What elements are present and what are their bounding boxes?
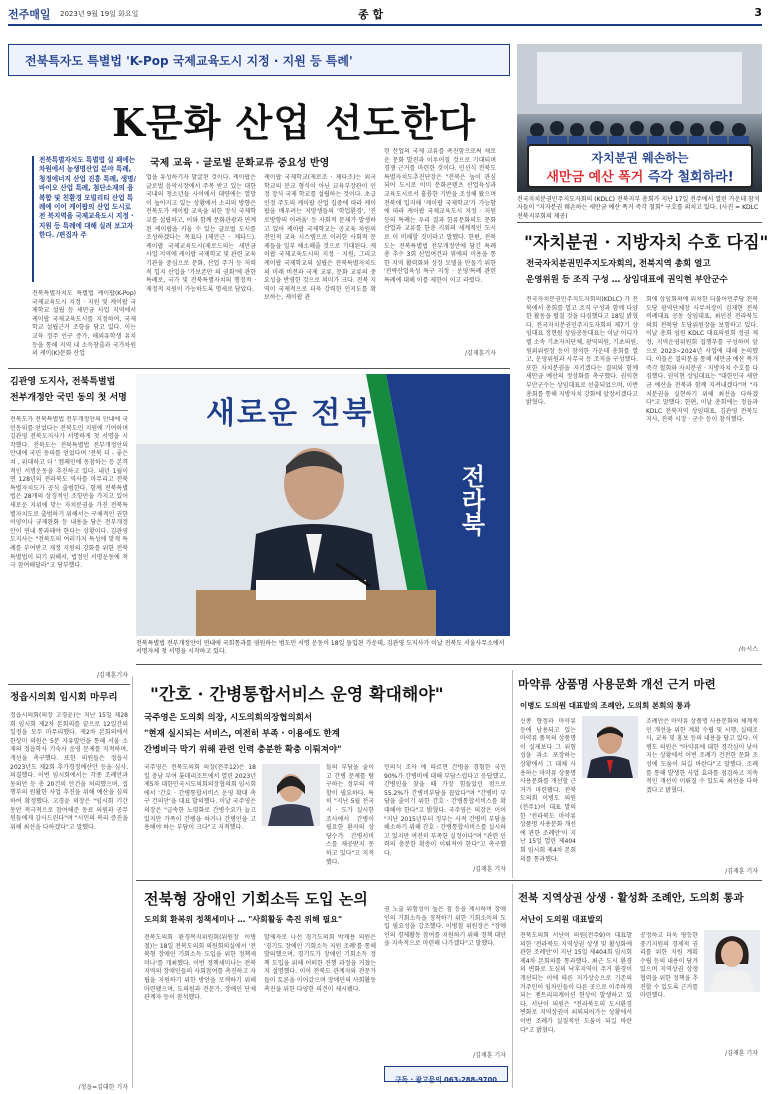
rally-photo-caption — [517, 196, 762, 221]
kdlc-body-2: 회에 상임회의에 위치한 더불어민주당 전북도당 광역단체장 사무처장이 김재현 전북 비례대표 공동 상임대표, 최인진 전라북도의회 전북당 도당위원장을 보험하고 있다. 이날 총회 임원 KDLC 대표의원회 정권 제정, 지역운영위원회 집행부를 구성하며 앞으로 2023~2024년 사업에 대해 논의했다. 이들은 결의문을 통해 새만금 예산 폭거 즉각 철회와 자치분권 · 지방자치 수호를 다짐했다. 권익현 상임대표는 "대한민국 새만금 예산을 전북과 함께 지켜내겠다"며 "자치분권을 실현하기 위해 최선을 다하겠다"고 말했다. 한편, 이날 총회에는 정읍과 KDLC 전북지역 상임대표, 김관영 전북도지사, 전북 시장 · 군수 등이 참석했다. — [646, 296, 758, 424]
care-body-2: 들의 부담을 줄이고 간병 문제를 탐구하는 정부의 역할이 필요하다. 특히 "지난 5월 전국 시 · 도가 실시한 조사에서 간병이 필요한 환자의 상당수가 간병서비스를 제공받지 못하고 있다"고 지적했다. — [326, 764, 374, 866]
signing-rule — [10, 410, 128, 411]
page-number: 3 — [754, 6, 762, 19]
disabled-body-1: 전북도의회 환경복지위원회(위원장 이병철)는 18일 전북도의회 의원회의실에서 '전북형 장애인 기회소득 도입을 위한 정책세미나'를 개최했다. 이번 정책세미나는 전북 지역의 장애인들의 사회참여를 촉진하고 자립을 지원하기 위한 방안을 모색하기 위해 마련됐으며, 도의원과 전문가, 장애인 단체 관계자 등이 참석했다. — [144, 934, 256, 1002]
jeongeup-headline: 정읍시의회 임시회 마무리 — [10, 692, 118, 703]
disabled-body-3: 권 노출 위험성이 높은 점 등을 제시하며 장애인의 기회소득을 정착하기 위한 기회소득의 도입 필요성을 강조했다. 이병철 위원장은 "장애인의 경제활동 참여를 지원하기 위해 정책 대안을 지속적으로 마련해 나가겠다"고 말했다. — [384, 906, 506, 948]
disabled-body-2: 발제자로 나선 경기도의회 박재용 의원은 '경기도 장애인 기회소득 지원 조례'를 통해 발의했으며, 경기도가 장애인 기회소득 정책 도입을 위해 어떠한 진행 과정을 거쳤는지 설명했다. 이어 전북도 관계자와 전문가들이 토론을 이어갔으며 장애인의 사회활동 촉진을 위한 다양한 의견이 제시됐다. — [264, 934, 376, 993]
district-byline: /김재훈 기자 — [725, 1050, 758, 1057]
rally-caption-text: 전국자치분권민주지도자회의 (KDLC) 전북지부 총회가 지난 17일 전주에서 열린 가운데 참석자들이 "지자분권 웨손하는 새만금 예산 폭거 즉각 철회" 구호를 외치고 있다. — [517, 196, 760, 212]
care-subhead-2: "현재 실시되는 서비스, 여전히 부족 · 이용에도 한계 — [144, 729, 340, 739]
issue-date: 2023년 9월 19일 화요일 — [60, 10, 139, 18]
district-subhead: 서난이 도의원 대표발의 — [520, 915, 603, 924]
care-divider — [512, 670, 513, 878]
district-headline: 전북 지역상권 상생 · 활성화 조례안, 도의회 통과 — [518, 892, 744, 904]
care-portrait — [262, 764, 320, 826]
signing-banner-side: 전라북 — [457, 464, 485, 536]
kdlc-byline: /뉴시스 — [738, 646, 758, 653]
lower-rule — [136, 880, 762, 881]
top-story-headline: K문화 산업 선도한다 — [112, 100, 477, 145]
signing-photo-caption: 전북특별법 전부개정안이 연내에 국회통과를 염원하는 범도민 서명 운동이 18일 돌입된 가운데, 김관영 도지사가 이날 전북도 서울사무소에서 서명자체 첫 서명을 시작하고 있다. — [136, 640, 505, 656]
subscription-ad-text: 구독 · 광고문의 063-288-9700 — [394, 1076, 497, 1084]
drug-subhead: 이병도 도의원 대표발의 조례안, 도의회 본회의 통과 — [520, 701, 691, 710]
top-story-summary: 전북특별자치도 특별법 실 패에는 차원에서 농생명산업 분야 특례, 청정에너지 산업 진흥 특례, 생명/바이오 산업 특례, 첨단소재의 융복합 및 친환경 모빌리티 산업 특례에 이어 케이팝의 산업 도시로 전 북지역을 국제교육도시 지정 · 지원 등 특례에 대해 실려 보고자 한다. /편집자 주 — [39, 156, 136, 240]
district-portrait-graphic — [704, 930, 760, 992]
section-name: 종 합 — [358, 8, 384, 21]
drug-headline: 마약류 상품명 사용문화 개선 근거 마련 — [518, 677, 716, 691]
rally-photo — [517, 44, 762, 192]
care-portrait-graphic — [262, 764, 320, 826]
jeongeup-body: 정읍시의회(의장 고경윤)는 지난 15일 제28회 임시회 제2차 본회의를 끝으로 12일간의 일정을 모두 마무리했다. 제2차 본회의에서 한상미 의원은 5분 자유발언을 통해 서울 소재의 정읍학사 기숙사 운영 문제를 지적하며, 개선을 촉구했다. 또한 의원들은 정읍시 2023년도 제2회 추가경정예산안 등을 심사, 의결했다. 이번 임시회에서는 각종 조례안과 동의안 등 총 20건의 안건을 처리했으며, 집행부의 원활한 사업 추진을 위해 예산을 심의하여 확정했다. 고경윤 의장은 "임시회 기간 동안 적극적으로 참여해준 동료 의원과 공무원들에게 감사드린다"며 "시민의 복리 증진을 위해 최선을 다하겠다"고 말했다. — [10, 712, 128, 831]
rally-banner-line1: 자치분권 웨손하는 — [591, 151, 689, 165]
signing-banner-text: 새로운 전북 — [206, 396, 374, 431]
rally-caption-credit: (사진 = KDLC전북지부회의 제공) — [517, 204, 759, 220]
subscription-ad — [384, 1066, 508, 1082]
district-portrait — [704, 930, 760, 992]
top-story-body-2: 업을 유성하기자 발굴된 것이다. 케이팝은 글로벌 음악시장에서 주목 받고 있는 대한 국내의 청소년들 사이에서 대량에는 열망이 높아지고 있는 상황에서 소리의 방향은 전북도가 케이팝 교육을 위한 장식 국제학교를 설립하고, 이와 함께 문화관광과 연계된 케이팝을 키울 수 있는 글로벌 도시를 조성하겠다는 목표다 (제안근 · 제타드). 케이팝 국제교육도시(제로드의는 새만금사업 지역에 케이팝 국제학교 및 관련 교육기관을 중심으로 문화, 산업 주거 등 저력적 입지 산업을 '가보존만 의 권화'에 관한 특례로, 국가 및 전북특별자치의 행정적 · 재정적 지원이 가능하도록 명세로 담았다. — [146, 174, 256, 293]
signing-body: 전북도가 전북특별법 전부개정안의 안내에 국민동의를 얻었다는 전북도민 지원에 기여하며 김관영 전북도지사가 서명하게 첫 서명을 시작했다. 전북도는 전북특별법 전부개정안의 안내에 국민 동의를 얻었다며 '전북 더 - 좋은 쳐 , 위대하고 더 ' 캠페인에 동참하는 등 본격적인 서명운동을 추진하고 있다. 내년 1월이면 128년의 전라북도 역사를 마무리고 전북특별자치도가 공식 출범한다. 함께 전북특별법은 28개의 상징적인 조항만을 가지고 있어 새로운 지위에 맞는 자치분권을 가진 전북특별자치도로 출범하기 위해서는 구체적인 권한 이양이나 규제완화 등 내용을 담은 전부개정안이 연내 통과돼야 한다는 상황이다. 김관영 도지사는 "전북도의 여러가지 특성에 맞게 특례를 부여받고 재정 지원의 강화를 위한 전북특별법이 되기 위해서, 법정인 서명운동에 적극 참여해달라"고 당부했다. — [10, 416, 128, 570]
care-body-3: 민의식 조사 에 따르면 간병을 경험한 국민 90%가 간병비에 대해 부담스럽다고 응답했고, 간병인을 찾을 때 가장 힘들었던 점으로 55.2%가 간병비부담을 꼽았다"며 "간병비 부담을 줄이기 위한 간호 · 간병통합서비스를 확대해야 한다"고 밝혔다. 국주영은 의장은 이어 "지난 2015년부터 정부는 사적 간병비 부담을 해소하기 위해 간호 · 간병통합서비스를 실시하고 있지만 여전히 부족한 실정이다"며 "관련 인력의 충분한 확충이 이뤄져야 한다"고 촉구했다. — [384, 764, 506, 857]
kdlc-headline: "자치분권 · 지방자치 수호 다짐" — [524, 233, 769, 253]
care-headline: "간호 · 간병통합서비스 운영 확대해야" — [150, 685, 444, 705]
paper-name: 전주매일 — [8, 8, 51, 21]
header-rule — [8, 24, 762, 26]
top-story-body-3: 케이팝 국제학교(제로조 · 제타조)는 외국학교의 분교 형식이 아닌 교육부장관이 인정 장식 국제 학교를 설립하는 것이다. 초급 인정 주도의 케이팝 산업 집중에 따라 케이팝을 배우려는 지망생들의 '학업환경', '진로방향의 어려움' 등 사회적 문제가 발생하고 있어 케이팝 국제학교는 공교육 차원의 전인적 교육 시스템으로 이러한 사회적 문제들을 일부 해소해줄 것으로 기대된다. 케이팝 국제교육도시의 지정 · 지원, 그리고 케이팝 국제학교의 설립은 전북특별자치도의 미래 비전과 국제 교류, 문화 교류의 중요성을 반영한 것으로 의미가 크다. 전북 지역이 국제적으로 더욱 강력한 인지도를 확보하는, 케이팝 관 — [264, 174, 376, 302]
signing-headline: 김관영 도지사, 전북특별법 — [10, 377, 116, 387]
top-story — [8, 44, 510, 362]
district-body-1: 전북도의회 서난이 의원(전주9)이 대표발의한 '전라북도 지역상권 상생 및 활성화에 관한 조례안'이 지난 15일 제404회 임시회 제4차 본회의를 통과했다. 최근 도시 환경의 변화로 도심의 낙후지역이 주거 환경이 개선되는 이에 따른 지가상승으로 기존의 거주민이 임차인들이 다른 곳으로 이주하게 되는 젠트리피케이션 현상이 발생하고 있다. 서난이 의원은 "전라북도의 도시환경 변화로 지역상권이 쇠퇴되어가는 상황에서 이번 조례가 실질적인 도움이 되길 바란다"고 밝혔다. — [520, 932, 632, 1034]
disabled-headline: 전북형 장애인 기회소득 도입 논의 — [144, 890, 368, 908]
left-mid-rule — [8, 684, 130, 685]
drug-portrait-graphic — [582, 716, 638, 778]
rally-banner — [527, 144, 753, 188]
top-story-subhead: 국제 교육 · 글로벌 문화교류 중요성 반영 — [150, 158, 330, 169]
signing-subhead: 전부개정안 국민 동의 첫 서명 — [10, 393, 127, 403]
top-story-body-4: 련 산업의 국제 교류를 촉진함으로써 새로운 문화 발전과 이루어질 것으로 기대되며 경쟁 근거를 마련한 것이다. 민선식 전북도 특별자치도추진단장은 "전북은 높이 관심되어 도시로 이미 문화콘텐츠 산업육성과 교육도시로서 훌륭한 기반을 조성해 왔으며 전북에 입지해 '케이팝 국제학교'가 가능함에 따라 케이팝 국제교육도시 지정 · 지원 등의 특례는 우리 결과 한류문화의도 문화산업과 교류를 한층 키워의 세계적인 도시로 이 비해할 것이라고 말했다. 한편, 전북도는 전북특별법 전부개정안에 담긴 특례 총 추수 3회 산업여건과 엮에의 이용을 통한 지역 활력화와 성장 모델을 만들기 위한 '전략산업육성 특구 지정 · 운영'특례 관련 특례에 대해 이를 제한이 이고 라렸다. — [384, 148, 496, 284]
disabled-byline: /김재훈 기자 — [473, 1052, 506, 1059]
masthead — [8, 6, 762, 22]
drug-body-1: 신종 향정과 마약류 등에 남용되고 있는 마약류 품목의 상품명이 실제보다 그 위험성을 과소 포장하는 상황에서 그 대체 사용하는 마약류 상품명 사용문화를 개선할 근거가 마련됐다. 전북도의회 이병도 의원(전주1)이 대표 발의한 '전라북도 마약류 상품명 사용문화 개선에 관한 조례안'이 지난 15일 열린 제404회 임시회 제4차 본회의를 통과했다. — [520, 718, 576, 862]
signing-byline: /김재훈기자 — [96, 672, 128, 679]
district-body-2: 공정하고 더욱 평등한 중기지원의 경제적 권리를 위한 지원 계획 수립 등의 내용이 담겨 있으며 지역상권 상생협력을 위한 정책을 추진할 수 있도록 근거를 마련했다. — [640, 932, 698, 1000]
jeongeup-byline: /정읍=김대한 기자 — [78, 1084, 128, 1091]
disabled-subhead: 도의회 환복위 정책세미나 … "사회활동 촉진 위해 필요" — [144, 915, 343, 924]
signing-photo — [136, 374, 510, 636]
drug-body-2: 조례안은 마약류 상품명 사용문화의 체계적인 개선을 위한 계획 수립 및 시행, 실태조사, 교육 및 홍보 등의 내용을 담고 있다. 이병도 의원은 "마약류에 대한 경각심이 낮아지는 상황에서 이번 조례가 건전한 문화 조성에 도움이 되길 바란다"고 말했다. 조례를 통해 발생한 사업 효과를 점검하고 지속적인 개선이 이뤄질 수 있도록 최선을 다하겠다고 밝혔다. — [646, 718, 758, 794]
mid-rule — [136, 664, 762, 665]
care-subhead-1: 국주영은 도의회 의장, 시도의회의장협의회서 — [144, 713, 313, 723]
top-story-body-1: 전북특별자치도 특별법 케이팝(K-Pop) 국제교육도시 지정 · 지원 및 케이팝 국제학교 설립 등 새만금 사업 지역에서 케이팝 국제교육도시를 지정하여, 국제학교 설립근거 조항을 담고 있다. 이는 교육 정주 인구 증가, 해외유학생 유치 등을 통해 지역 내 소득창출과 국가차원의 케이(K)문화 산업 — [32, 290, 136, 358]
kdlc-subhead-2: 운영위원 등 조직 구성 … 상임대표에 권익현 부안군수 — [526, 275, 728, 285]
top-story-summary-box — [32, 156, 136, 282]
care-byline: /김재훈 기자 — [473, 866, 506, 873]
top-story-kicker-box — [8, 44, 510, 76]
lower-divider — [512, 884, 513, 1088]
drug-byline: /김재훈 기자 — [725, 868, 758, 875]
top-story-kicker: 전북특자도 특별법 'K-Pop 국제교육도시 지정 · 지원 등 특례' — [25, 54, 353, 68]
drug-portrait — [582, 716, 638, 778]
care-body-1: 국주영은 전북도의회 의장(전주12)은 18일 충남 부여 롯데리조트에서 열린 2023년 제5차 대한민국시도의회의장협의회 임시회에서 '간호 · 간병통합서비스 운영 확대 촉구 건의안'을 대표 발의했다. 이날 국주영은 의장은 "급속한 노령화로 간병수요가 늘고 있지만 가족이 간병을 하거나 간병인을 고용해야 하는 부담이 크다"고 지적했다. — [144, 764, 256, 832]
care-subhead-3: 간병비극 막기 위해 관련 인력 충분한 확충 이뤄져야" — [144, 745, 342, 755]
left-col-divider — [132, 676, 133, 1088]
kdlc-body-1: 전국자치분권민주지도자회의(KDLC) 가 전북에서 총회를 열고 조직 구성과 함께 다양한 활동을 펼칠 것을 다짐했다고 18일 밝혔다. 전국자치분권민주지도자회의 제7기 상임대표 정현원 상임공동대표는 이날 어디가별 소속 기초자치단체, 광역의원, 기초의원, 원외위원장 등이 참석한 가운데 총회를 열고, 운영위원과 사무국 등 조직을 구성했다. 또한 자치분권을 지키겠다는 결의와 함께 새만금 예산의 정상화를 촉구했다. 권익현 부안군수는 상임대표로 선출되었으며, 이번 총회를 통해 지방자치 강화에 앞장서겠다고 밝혔다. — [526, 296, 638, 407]
kdlc-subhead-1: 전국자치분권민주지도자회의, 전북지역 총회 열고 — [526, 259, 711, 269]
mid-rule-left — [8, 368, 510, 369]
kdlc-rule — [517, 222, 762, 223]
rally-banner-line2 — [529, 166, 751, 185]
rally-banner-red: 새만금 예산 폭거 — [546, 170, 644, 185]
drug-body-1b — [582, 782, 638, 862]
top-story-byline: /김재훈기자 — [464, 350, 496, 357]
rally-banner-rest: 즉각 철회하라! — [647, 170, 734, 185]
